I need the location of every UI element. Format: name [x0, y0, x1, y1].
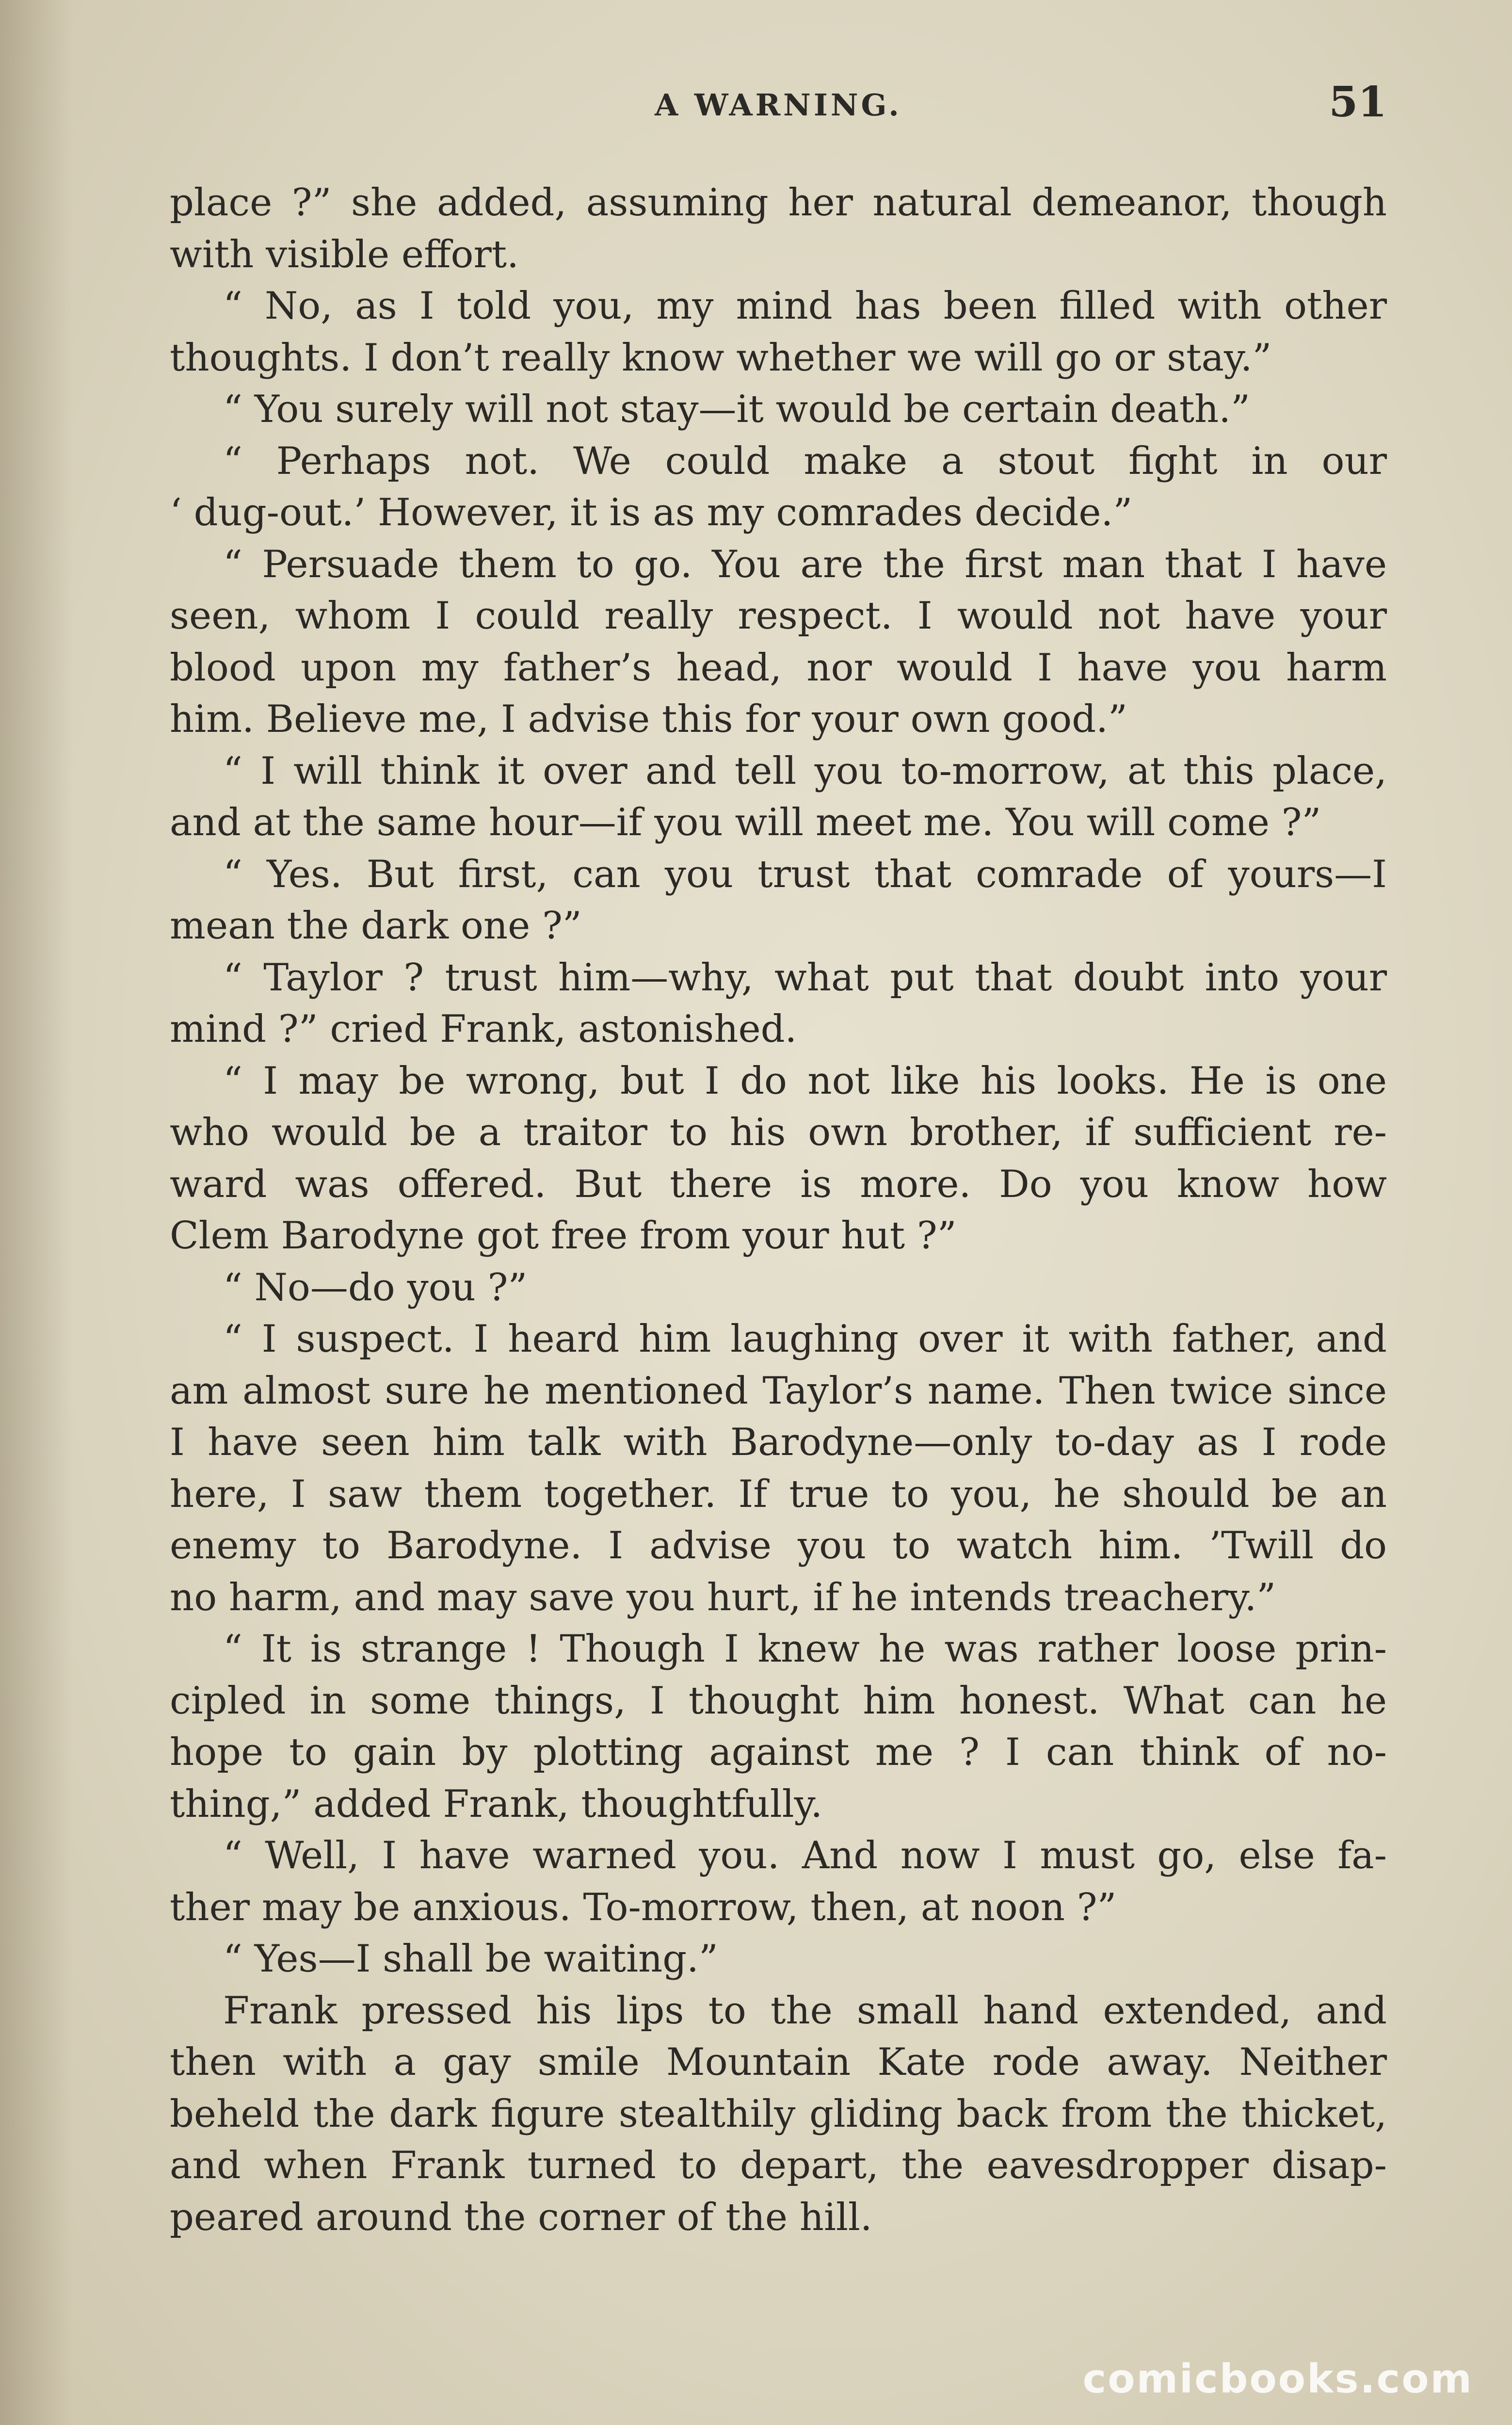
text-line: “ No—do you ?”	[223, 1265, 528, 1310]
watermark-logo: comicbooks.com	[1082, 2356, 1473, 2402]
text-line: “ Yes. But first, can you trust that comrade of yours—I	[223, 852, 1387, 896]
chapter-title: A WARNING.	[655, 87, 902, 123]
text-line: “ Yes—I shall be waiting.”	[223, 1937, 718, 1981]
text-line: cipled in some things, I thought him honest. What can he	[170, 1679, 1387, 1723]
text-line: no harm, and may save you hurt, if he intends treachery.”	[170, 1575, 1276, 1619]
running-head	[170, 78, 1387, 131]
text-line: thoughts. I don’t really know whether we will go or stay.”	[170, 336, 1272, 380]
text-line: ‘ dug-out.’ However, it is as my comrades decide.”	[170, 491, 1133, 534]
text-line: ward was offered. But there is more. Do you know how	[170, 1162, 1387, 1206]
text-line: “ I may be wrong, but I do not like his looks. He is one	[223, 1059, 1387, 1103]
text-line: I have seen him talk with Barodyne—only to-day as I rode	[170, 1421, 1387, 1464]
text-line: “ No, as I told you, my mind has been filled with other	[223, 284, 1387, 328]
text-line: blood upon my father’s head, nor would I have you harm	[170, 646, 1387, 690]
text-line: and at the same hour—if you will meet me. You will come ?”	[170, 801, 1321, 844]
text-line: “ You surely will not stay—it would be certain death.”	[223, 388, 1250, 431]
text-line: “ It is strange ! Though I knew he was rather loose prin-	[223, 1627, 1387, 1671]
text-line: him. Believe me, I advise this for your own good.”	[170, 697, 1127, 741]
text-line: who would be a traitor to his own brother, if sufficient re-	[170, 1111, 1387, 1154]
text-line: mean the dark one ?”	[170, 904, 582, 948]
text-line: then with a gay smile Mountain Kate rode away. Neither	[170, 2040, 1387, 2084]
text-line: with visible effort.	[170, 232, 519, 276]
gutter-shadow	[0, 0, 73, 2425]
text-line: “ Taylor ? trust him—why, what put that doubt into your	[223, 955, 1387, 1000]
text-line: Frank pressed his lips to the small hand extended, and	[223, 1988, 1387, 2033]
text-line: thing,” added Frank, thoughtfully.	[170, 1782, 823, 1826]
text-line: seen, whom I could really respect. I would not have your	[170, 594, 1387, 638]
text-line: ther may be anxious. To-morrow, then, at noon ?”	[170, 1885, 1117, 1929]
body-text	[170, 177, 1387, 2243]
text-line: beheld the dark figure stealthily gliding back from the thicket,	[170, 2092, 1387, 2136]
text-line: “ Perhaps not. We could make a stout fight in our	[223, 439, 1387, 483]
page-number: 51	[1329, 78, 1387, 127]
text-line: am almost sure he mentioned Taylor’s name. Then twice since	[170, 1369, 1387, 1413]
text-line: mind ?” cried Frank, astonished.	[170, 1007, 797, 1051]
text-line: place ?” she added, assuming her natural demeanor, though	[170, 181, 1387, 225]
text-line: “ I suspect. I heard him laughing over it with father, and	[223, 1317, 1387, 1361]
text-line: “ Well, I have warned you. And now I must go, else fa-	[223, 1834, 1387, 1877]
text-line: hope to gain by plotting against me ? I can think of no-	[170, 1730, 1387, 1774]
text-line: “ Persuade them to go. You are the first man that I have	[223, 542, 1387, 586]
text-line: enemy to Barodyne. I advise you to watch him. ’Twill do	[170, 1524, 1387, 1568]
text-line: and when Frank turned to depart, the eavesdropper disap-	[170, 2144, 1387, 2187]
text-line: “ I will think it over and tell you to-morrow, at this place,	[223, 749, 1387, 793]
text-line: here, I saw them together. If true to you, he should be an	[170, 1472, 1387, 1516]
text-line: peared around the corner of the hill.	[170, 2195, 872, 2239]
text-line: Clem Barodyne got free from your hut ?”	[170, 1214, 957, 1258]
